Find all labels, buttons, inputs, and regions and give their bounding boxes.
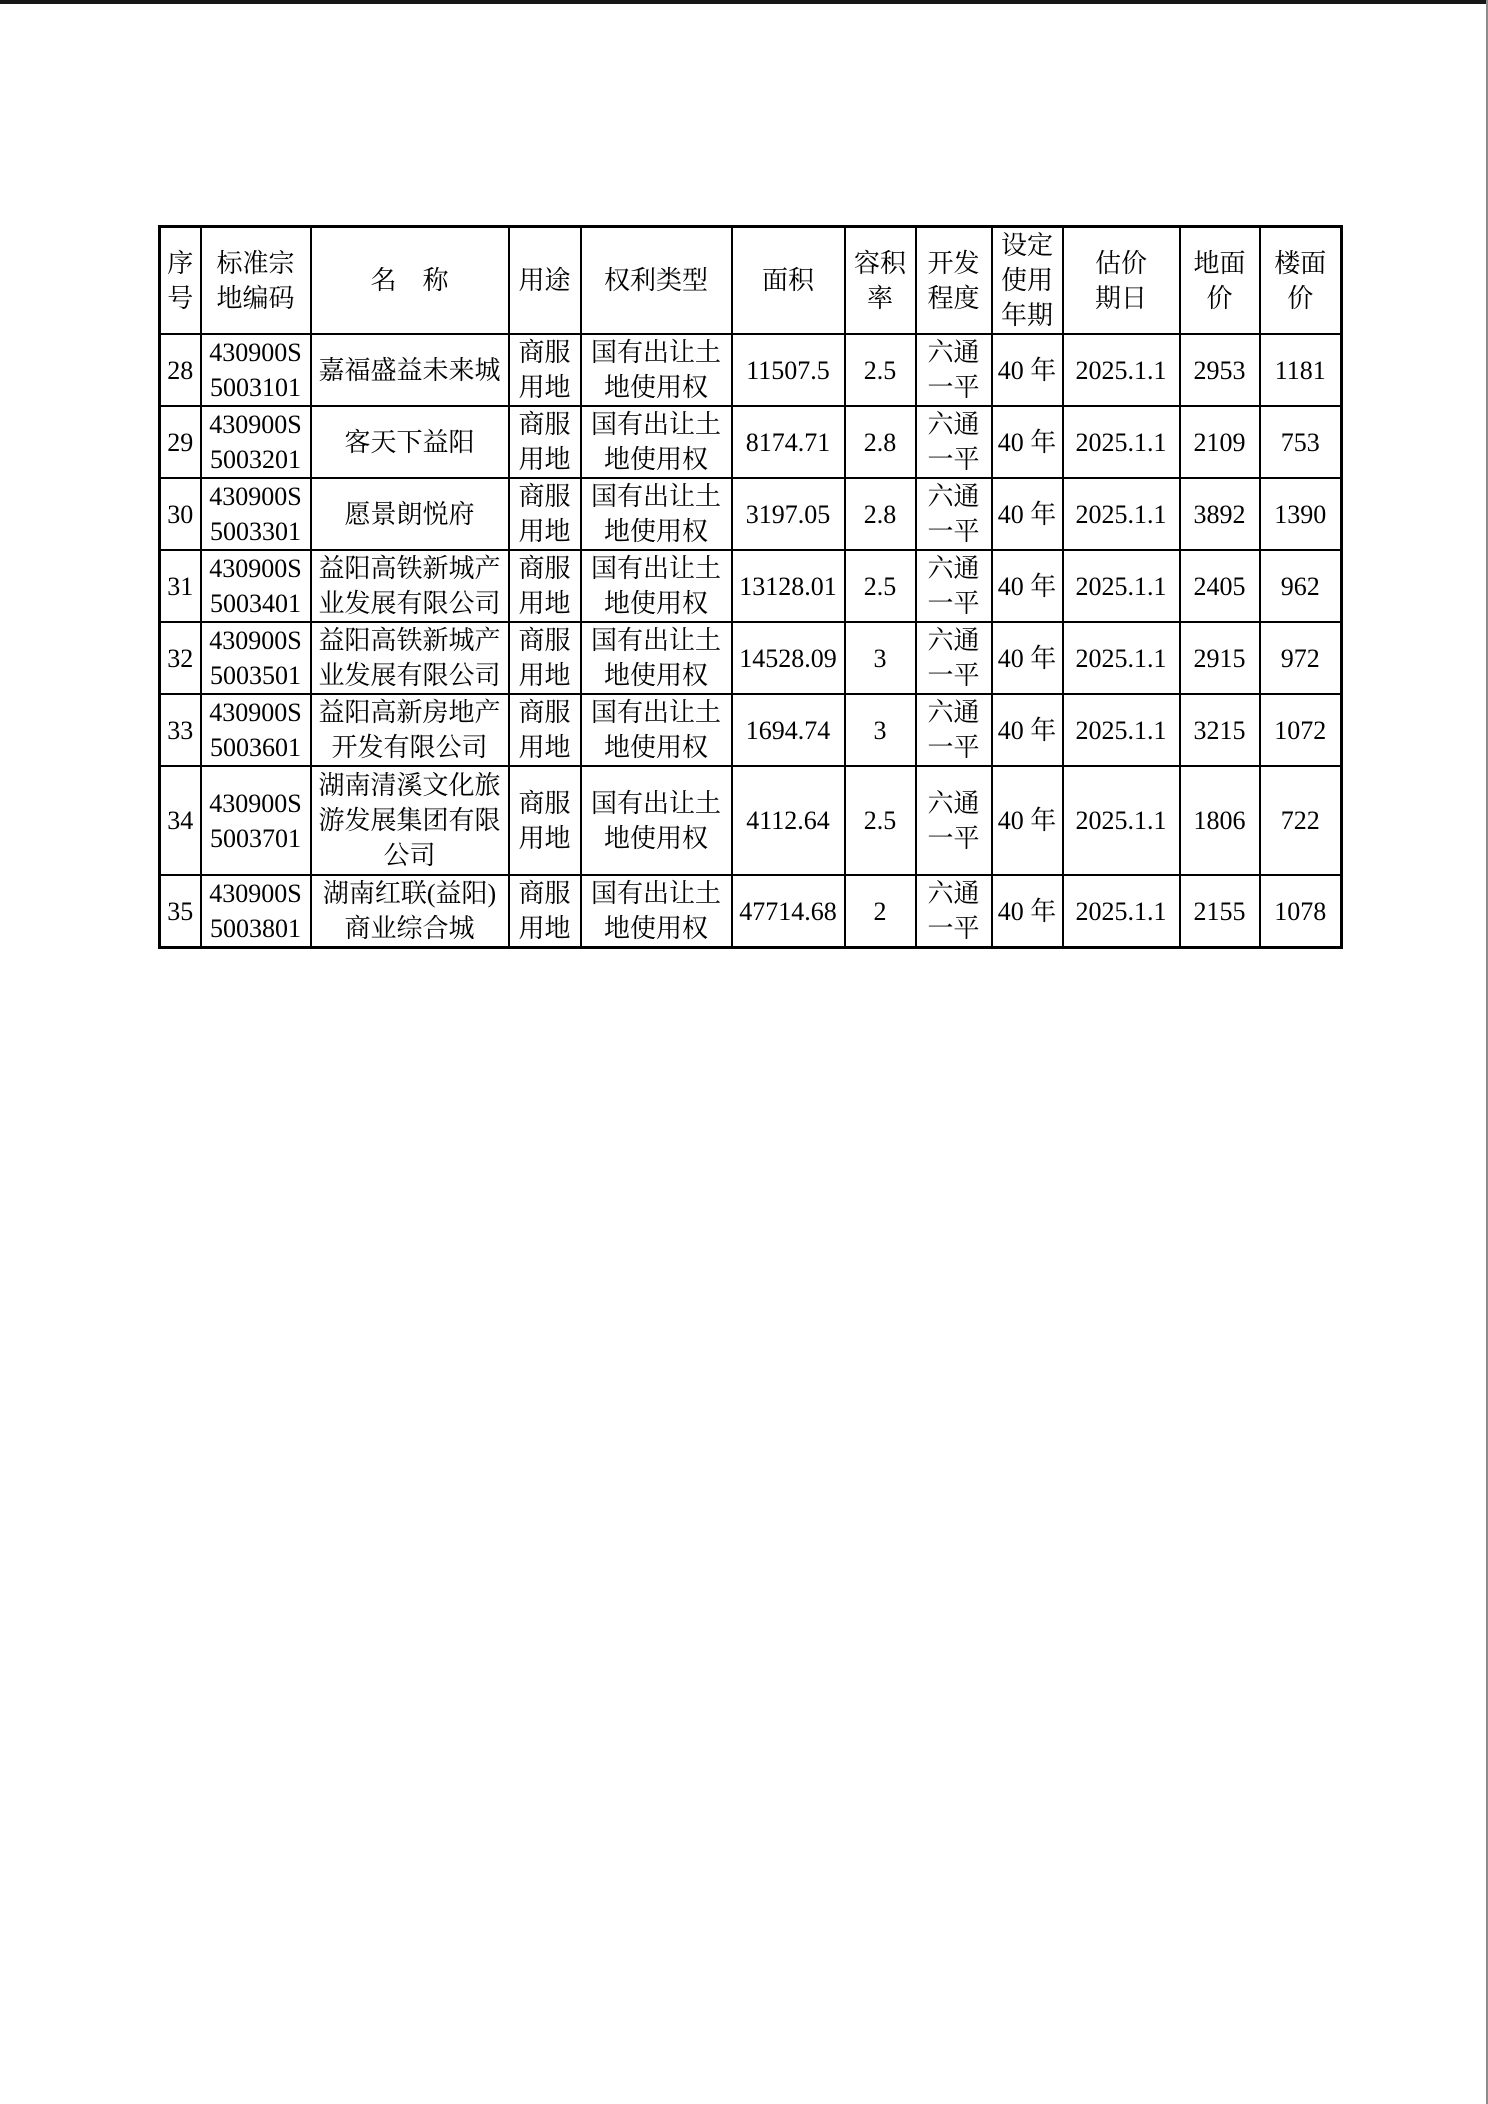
- land-valuation-table: [158, 225, 1343, 949]
- cell-no: 32: [160, 622, 201, 694]
- cell-area: 13128.01: [732, 550, 845, 622]
- cell-use: 商服 用地: [509, 694, 581, 766]
- table-row: [160, 334, 1342, 406]
- cell-dev: 六通 一平: [916, 875, 992, 948]
- cell-no: 30: [160, 478, 201, 550]
- table-row: [160, 406, 1342, 478]
- table-row: [160, 622, 1342, 694]
- cell-tenure: 40 年: [992, 875, 1063, 948]
- cell-land-price: 2155: [1180, 875, 1260, 948]
- cell-right-type: 国有出让土 地使用权: [581, 766, 732, 875]
- cell-floor-price: 753: [1260, 406, 1342, 478]
- cell-code: 430900S 5003101: [201, 334, 311, 406]
- cell-date: 2025.1.1: [1063, 766, 1180, 875]
- cell-tenure: 40 年: [992, 694, 1063, 766]
- cell-date: 2025.1.1: [1063, 478, 1180, 550]
- cell-name: 愿景朗悦府: [311, 478, 509, 550]
- cell-dev: 六通 一平: [916, 478, 992, 550]
- cell-floor-price: 722: [1260, 766, 1342, 875]
- cell-use: 商服 用地: [509, 478, 581, 550]
- header-dev: 开发 程度: [916, 227, 992, 335]
- cell-no: 29: [160, 406, 201, 478]
- cell-dev: 六通 一平: [916, 334, 992, 406]
- header-area: 面积: [732, 227, 845, 335]
- header-right-type: 权利类型: [581, 227, 732, 335]
- cell-no: 35: [160, 875, 201, 948]
- cell-area: 47714.68: [732, 875, 845, 948]
- header-tenure: 设定 使用 年期: [992, 227, 1063, 335]
- header-code: 标准宗 地编码: [201, 227, 311, 335]
- cell-land-price: 2915: [1180, 622, 1260, 694]
- cell-code: 430900S 5003501: [201, 622, 311, 694]
- header-far: 容积 率: [845, 227, 916, 335]
- cell-tenure: 40 年: [992, 550, 1063, 622]
- cell-name: 嘉福盛益未来城: [311, 334, 509, 406]
- cell-code: 430900S 5003201: [201, 406, 311, 478]
- header-use: 用途: [509, 227, 581, 335]
- cell-date: 2025.1.1: [1063, 406, 1180, 478]
- cell-dev: 六通 一平: [916, 766, 992, 875]
- cell-floor-price: 962: [1260, 550, 1342, 622]
- cell-land-price: 2953: [1180, 334, 1260, 406]
- cell-use: 商服 用地: [509, 334, 581, 406]
- cell-name: 客天下益阳: [311, 406, 509, 478]
- cell-use: 商服 用地: [509, 406, 581, 478]
- cell-far: 2.5: [845, 550, 916, 622]
- cell-land-price: 2109: [1180, 406, 1260, 478]
- cell-far: 2: [845, 875, 916, 948]
- cell-code: 430900S 5003701: [201, 766, 311, 875]
- cell-area: 14528.09: [732, 622, 845, 694]
- cell-code: 430900S 5003401: [201, 550, 311, 622]
- cell-date: 2025.1.1: [1063, 875, 1180, 948]
- cell-right-type: 国有出让土 地使用权: [581, 406, 732, 478]
- cell-no: 31: [160, 550, 201, 622]
- window-top-edge: [0, 0, 1488, 4]
- cell-use: 商服 用地: [509, 766, 581, 875]
- header-floor-price: 楼面 价: [1260, 227, 1342, 335]
- cell-date: 2025.1.1: [1063, 550, 1180, 622]
- table-row: [160, 694, 1342, 766]
- table-row: [160, 766, 1342, 875]
- cell-right-type: 国有出让土 地使用权: [581, 622, 732, 694]
- cell-far: 2.8: [845, 406, 916, 478]
- cell-far: 2.5: [845, 766, 916, 875]
- cell-floor-price: 1390: [1260, 478, 1342, 550]
- cell-far: 2.5: [845, 334, 916, 406]
- table-row: [160, 875, 1342, 948]
- header-no: 序 号: [160, 227, 201, 335]
- cell-right-type: 国有出让土 地使用权: [581, 694, 732, 766]
- table-row: [160, 550, 1342, 622]
- cell-name: 益阳高新房地产 开发有限公司: [311, 694, 509, 766]
- cell-right-type: 国有出让土 地使用权: [581, 334, 732, 406]
- cell-no: 28: [160, 334, 201, 406]
- cell-date: 2025.1.1: [1063, 622, 1180, 694]
- cell-name: 益阳高铁新城产 业发展有限公司: [311, 550, 509, 622]
- cell-code: 430900S 5003801: [201, 875, 311, 948]
- cell-area: 3197.05: [732, 478, 845, 550]
- cell-dev: 六通 一平: [916, 694, 992, 766]
- cell-tenure: 40 年: [992, 334, 1063, 406]
- cell-land-price: 3892: [1180, 478, 1260, 550]
- cell-far: 2.8: [845, 478, 916, 550]
- cell-date: 2025.1.1: [1063, 334, 1180, 406]
- header-date: 估价 期日: [1063, 227, 1180, 335]
- cell-far: 3: [845, 694, 916, 766]
- cell-area: 1694.74: [732, 694, 845, 766]
- cell-floor-price: 1078: [1260, 875, 1342, 948]
- cell-land-price: 2405: [1180, 550, 1260, 622]
- header-name: 名 称: [311, 227, 509, 335]
- cell-right-type: 国有出让土 地使用权: [581, 478, 732, 550]
- cell-use: 商服 用地: [509, 622, 581, 694]
- cell-tenure: 40 年: [992, 622, 1063, 694]
- cell-code: 430900S 5003301: [201, 478, 311, 550]
- cell-land-price: 3215: [1180, 694, 1260, 766]
- cell-dev: 六通 一平: [916, 550, 992, 622]
- cell-area: 4112.64: [732, 766, 845, 875]
- cell-use: 商服 用地: [509, 550, 581, 622]
- cell-name: 湖南红联(益阳) 商业综合城: [311, 875, 509, 948]
- cell-dev: 六通 一平: [916, 622, 992, 694]
- cell-name: 益阳高铁新城产 业发展有限公司: [311, 622, 509, 694]
- cell-name: 湖南清溪文化旅 游发展集团有限 公司: [311, 766, 509, 875]
- cell-use: 商服 用地: [509, 875, 581, 948]
- cell-no: 34: [160, 766, 201, 875]
- cell-floor-price: 1072: [1260, 694, 1342, 766]
- cell-no: 33: [160, 694, 201, 766]
- header-row: [160, 227, 1342, 335]
- cell-right-type: 国有出让土 地使用权: [581, 875, 732, 948]
- cell-area: 11507.5: [732, 334, 845, 406]
- cell-floor-price: 1181: [1260, 334, 1342, 406]
- cell-tenure: 40 年: [992, 766, 1063, 875]
- cell-land-price: 1806: [1180, 766, 1260, 875]
- cell-dev: 六通 一平: [916, 406, 992, 478]
- table-row: [160, 478, 1342, 550]
- cell-tenure: 40 年: [992, 478, 1063, 550]
- cell-right-type: 国有出让土 地使用权: [581, 550, 732, 622]
- cell-floor-price: 972: [1260, 622, 1342, 694]
- cell-date: 2025.1.1: [1063, 694, 1180, 766]
- header-land-price: 地面 价: [1180, 227, 1260, 335]
- cell-code: 430900S 5003601: [201, 694, 311, 766]
- cell-far: 3: [845, 622, 916, 694]
- cell-tenure: 40 年: [992, 406, 1063, 478]
- cell-area: 8174.71: [732, 406, 845, 478]
